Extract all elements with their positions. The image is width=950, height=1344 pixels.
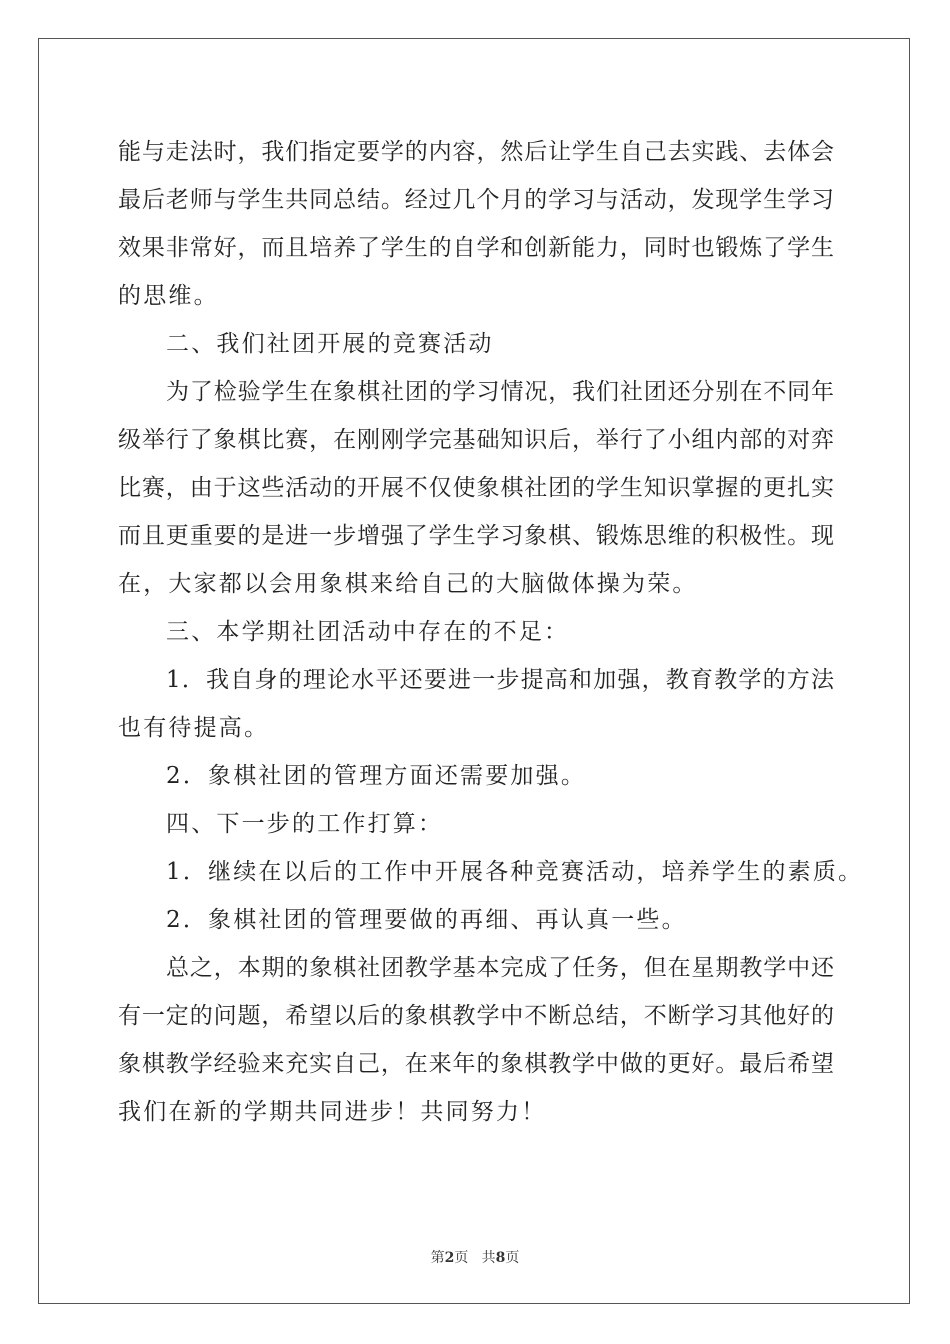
footer-page-word: 页 [454, 1250, 469, 1266]
body-text-line: 的思维。 [118, 283, 219, 309]
body-text-line: 总之，本期的象棋社团教学基本完成了任务，但在星期教学中还 [166, 955, 834, 981]
footer-total-suffix: 页 [505, 1250, 520, 1266]
list-item-line: 1．我自身的理论水平还要进一步提高和加强，教育教学的方法 [166, 667, 834, 693]
section-heading: 四、下一步的工作打算： [166, 811, 444, 837]
body-text-line: 在，大家都以会用象棋来给自己的大脑做体操为荣。 [118, 571, 698, 597]
body-text-line: 象棋教学经验来充实自己，在来年的象棋教学中做的更好。最后希望 [118, 1051, 834, 1077]
body-text-line: 比赛，由于这些活动的开展不仅使象棋社团的学生知识掌握的更扎实 [118, 475, 834, 501]
body-text-line: 能与走法时，我们指定要学的内容，然后让学生自己去实践、去体会 [118, 139, 834, 165]
body-text-line: 有一定的问题，希望以后的象棋教学中不断总结，不断学习其他好的 [118, 1003, 834, 1029]
footer-prefix: 第 [430, 1250, 445, 1266]
footer-total-prefix: 共 [481, 1250, 496, 1266]
body-text-line: 而且更重要的是进一步增强了学生学习象棋、锻炼思维的积极性。现 [118, 523, 834, 549]
current-page-number: 2 [444, 1250, 455, 1266]
body-text-line: 我们在新的学期共同进步！共同努力！ [118, 1099, 547, 1125]
total-pages-number: 8 [495, 1250, 506, 1266]
list-item-line: 1．继续在以后的工作中开展各种竞赛活动，培养学生的素质。 [166, 859, 864, 885]
body-text-line: 为了检验学生在象棋社团的学习情况，我们社团还分别在不同年 [166, 379, 834, 405]
list-item-line: 也有待提高。 [118, 715, 270, 741]
document-body [118, 128, 864, 1136]
body-text-line: 级举行了象棋比赛，在刚刚学完基础知识后，举行了小组内部的对弈 [118, 427, 834, 453]
list-item-line: 2．象棋社团的管理方面还需要加强。 [166, 763, 587, 789]
list-item-line: 2．象棋社团的管理要做的再细、再认真一些。 [166, 907, 687, 933]
page-footer [0, 1247, 950, 1267]
section-heading: 二、我们社团开展的竞赛活动 [166, 331, 494, 357]
section-heading: 三、本学期社团活动中存在的不足： [166, 619, 570, 645]
body-text-line: 效果非常好，而且培养了学生的自学和创新能力，同时也锻炼了学生 [118, 235, 834, 261]
body-text-line: 最后老师与学生共同总结。经过几个月的学习与活动，发现学生学习 [118, 187, 834, 213]
